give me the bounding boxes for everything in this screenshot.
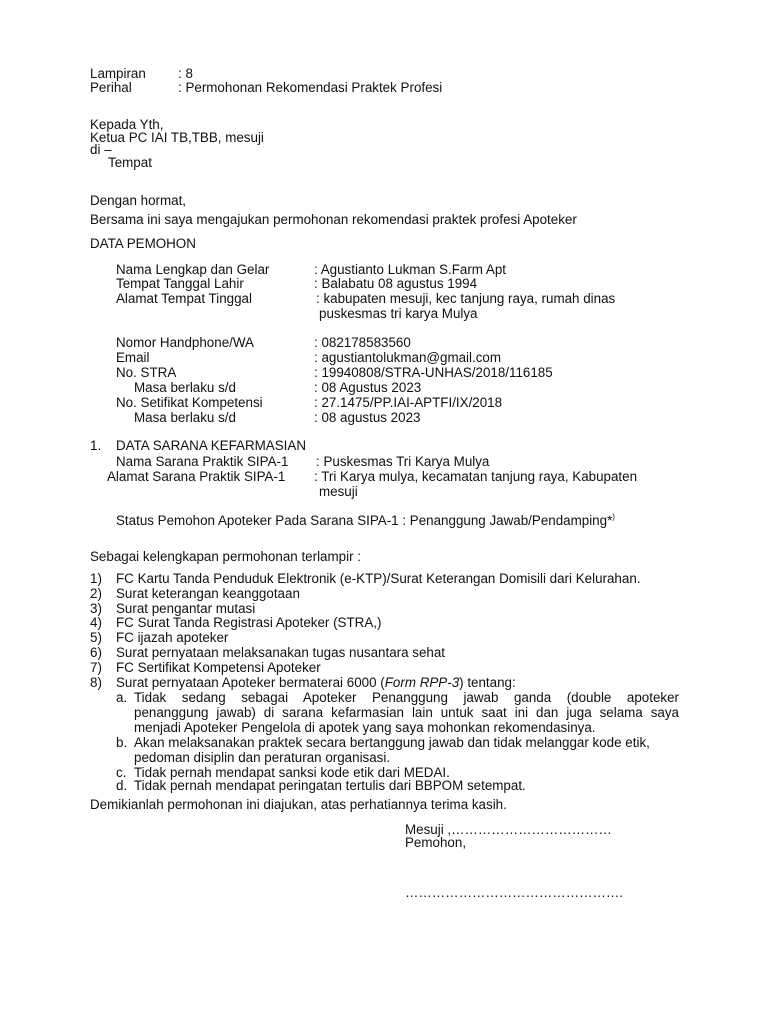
sub-item-line: Akan melaksanakan praktek secara bertanggung jawab dan tidak melanggar kode etik, (134, 735, 650, 750)
sub-item-letter: a. (116, 690, 128, 705)
lampiran-value: : 8 (178, 66, 193, 81)
signature-line: …………………………………………. (405, 885, 623, 900)
field-value: : 27.1475/PP.IAI-APTFI/IX/2018 (314, 395, 503, 410)
list-item-number: 2) (90, 586, 102, 601)
list-item: FC Surat Tanda Registrasi Apoteker (STRA,) (116, 615, 382, 630)
field-label: Masa berlaku s/d (134, 410, 236, 425)
field-value: : 08 Agustus 2023 (314, 380, 422, 395)
sub-item-line: Tidak sedang sebagai Apoteker Penanggung jawab ganda (double apoteker (134, 690, 679, 705)
lampiran-label: Lampiran (90, 66, 146, 81)
list-item-8: Surat pernyataan Apoteker bermaterai 6000 (Form RPP-3) tentang: (116, 675, 516, 690)
sub-item-line: penanggung jawab) di sarana kefarmasian lain untuk saat ini dan juga selama saya (134, 705, 679, 720)
sub-item-letter: c. (116, 765, 127, 780)
sub-item-line: menjadi Apoteker Pengelola di apotek yang saya mohonkan rekomendasinya. (134, 720, 596, 735)
field-value: : 08 agustus 2023 (314, 410, 421, 425)
field-label: Nama Lengkap dan Gelar (116, 262, 270, 277)
field-value: : Agustianto Lukman S.Farm Apt (314, 262, 507, 277)
field-value-continued: puskesmas tri karya Mulya (319, 306, 478, 321)
list-item-number: 4) (90, 615, 102, 630)
list-item: Surat keterangan keanggotaan (116, 586, 300, 601)
addressee-line-3: di – (90, 142, 112, 157)
list-item: Surat pernyataan melaksanakan tugas nusantara sehat (116, 645, 446, 660)
sarana-heading: DATA SARANA KEFARMASIAN (116, 438, 306, 453)
sub-item-letter: b. (116, 735, 128, 750)
field-label: Alamat Tempat Tinggal (116, 291, 252, 306)
sarana-alamat-value: : Tri Karya mulya, kecamatan tanjung raya, Kabupaten (314, 469, 638, 484)
list-item-number: 5) (90, 630, 102, 645)
perihal-label: Perihal (90, 80, 132, 95)
sub-item-line: Tidak pernah mendapat sanksi kode etik dari MEDAI. (134, 765, 450, 780)
attachments-intro: Sebagai kelengkapan permohonan terlampir : (90, 549, 361, 564)
field-label: Nomor Handphone/WA (116, 335, 254, 350)
closing-paragraph: Demikianlah permohonan ini diajukan, atas perhatiannya terima kasih. (90, 797, 507, 812)
sarana-alamat-value-continued: mesuji (319, 484, 358, 499)
list-item: Surat pengantar mutasi (116, 601, 256, 616)
field-value: : 19940808/STRA-UNHAS/2018/116185 (314, 365, 553, 380)
greeting: Dengan hormat, (90, 193, 187, 208)
list-item: FC Sertifikat Kompetensi Apoteker (116, 660, 321, 675)
field-label: No. STRA (116, 365, 177, 380)
intro-paragraph: Bersama ini saya mengajukan permohonan rekomendasi praktek profesi Apoteker (90, 212, 577, 227)
sub-item-line: pedoman disiplin dan peraturan organisasi. (134, 750, 391, 765)
signature-role: Pemohon, (405, 835, 467, 850)
sub-item-line: Tidak pernah mendapat peringatan tertulis dari BBPOM setempat. (134, 778, 526, 793)
field-label: Masa berlaku s/d (134, 380, 236, 395)
field-value: : Balabatu 08 agustus 1994 (314, 276, 478, 291)
list-item-number: 8) (90, 675, 102, 690)
field-label: No. Setifikat Kompetensi (116, 395, 263, 410)
list-item-number: 1) (90, 571, 102, 586)
field-label: Tempat Tanggal Lahir (116, 276, 244, 291)
list-item: FC Kartu Tanda Penduduk Elektronik (e-KTP)/Surat Keterangan Domisili dari Kelurahan. (116, 571, 641, 586)
list-item-number: 6) (90, 645, 102, 660)
addressee-line-4: Tempat (108, 155, 152, 170)
field-value: : kabupaten mesuji, kec tanjung raya, rumah dinas (316, 291, 616, 306)
field-value: : agustiantolukman@gmail.com (314, 350, 502, 365)
data-pemohon-heading: DATA PEMOHON (90, 236, 196, 251)
addressee-line-2: Ketua PC IAI TB,TBB, mesuji (90, 130, 264, 145)
sarana-nama-label: Nama Sarana Praktik SIPA-1 (116, 454, 289, 469)
sarana-number: 1. (90, 438, 102, 453)
list-item-number: 7) (90, 660, 102, 675)
list-item-number: 3) (90, 601, 102, 616)
field-value: : 082178583560 (314, 335, 411, 350)
addressee-line-1: Kepada Yth, (90, 117, 164, 132)
list-item: FC ijazah apoteker (116, 630, 229, 645)
status-pemohon: Status Pemohon Apoteker Pada Sarana SIPA-1 : Penanggung Jawab/Pendamping*) (116, 512, 615, 528)
sarana-nama-value: : Puskesmas Tri Karya Mulya (316, 454, 490, 469)
sarana-alamat-label: Alamat Sarana Praktik SIPA-1 (107, 469, 286, 484)
signature-place-date: Mesuji ,……………………………… (405, 822, 612, 837)
perihal-value: : Permohonan Rekomendasi Praktek Profesi (178, 80, 443, 95)
sub-item-letter: d. (116, 778, 128, 793)
field-label: Email (116, 350, 150, 365)
